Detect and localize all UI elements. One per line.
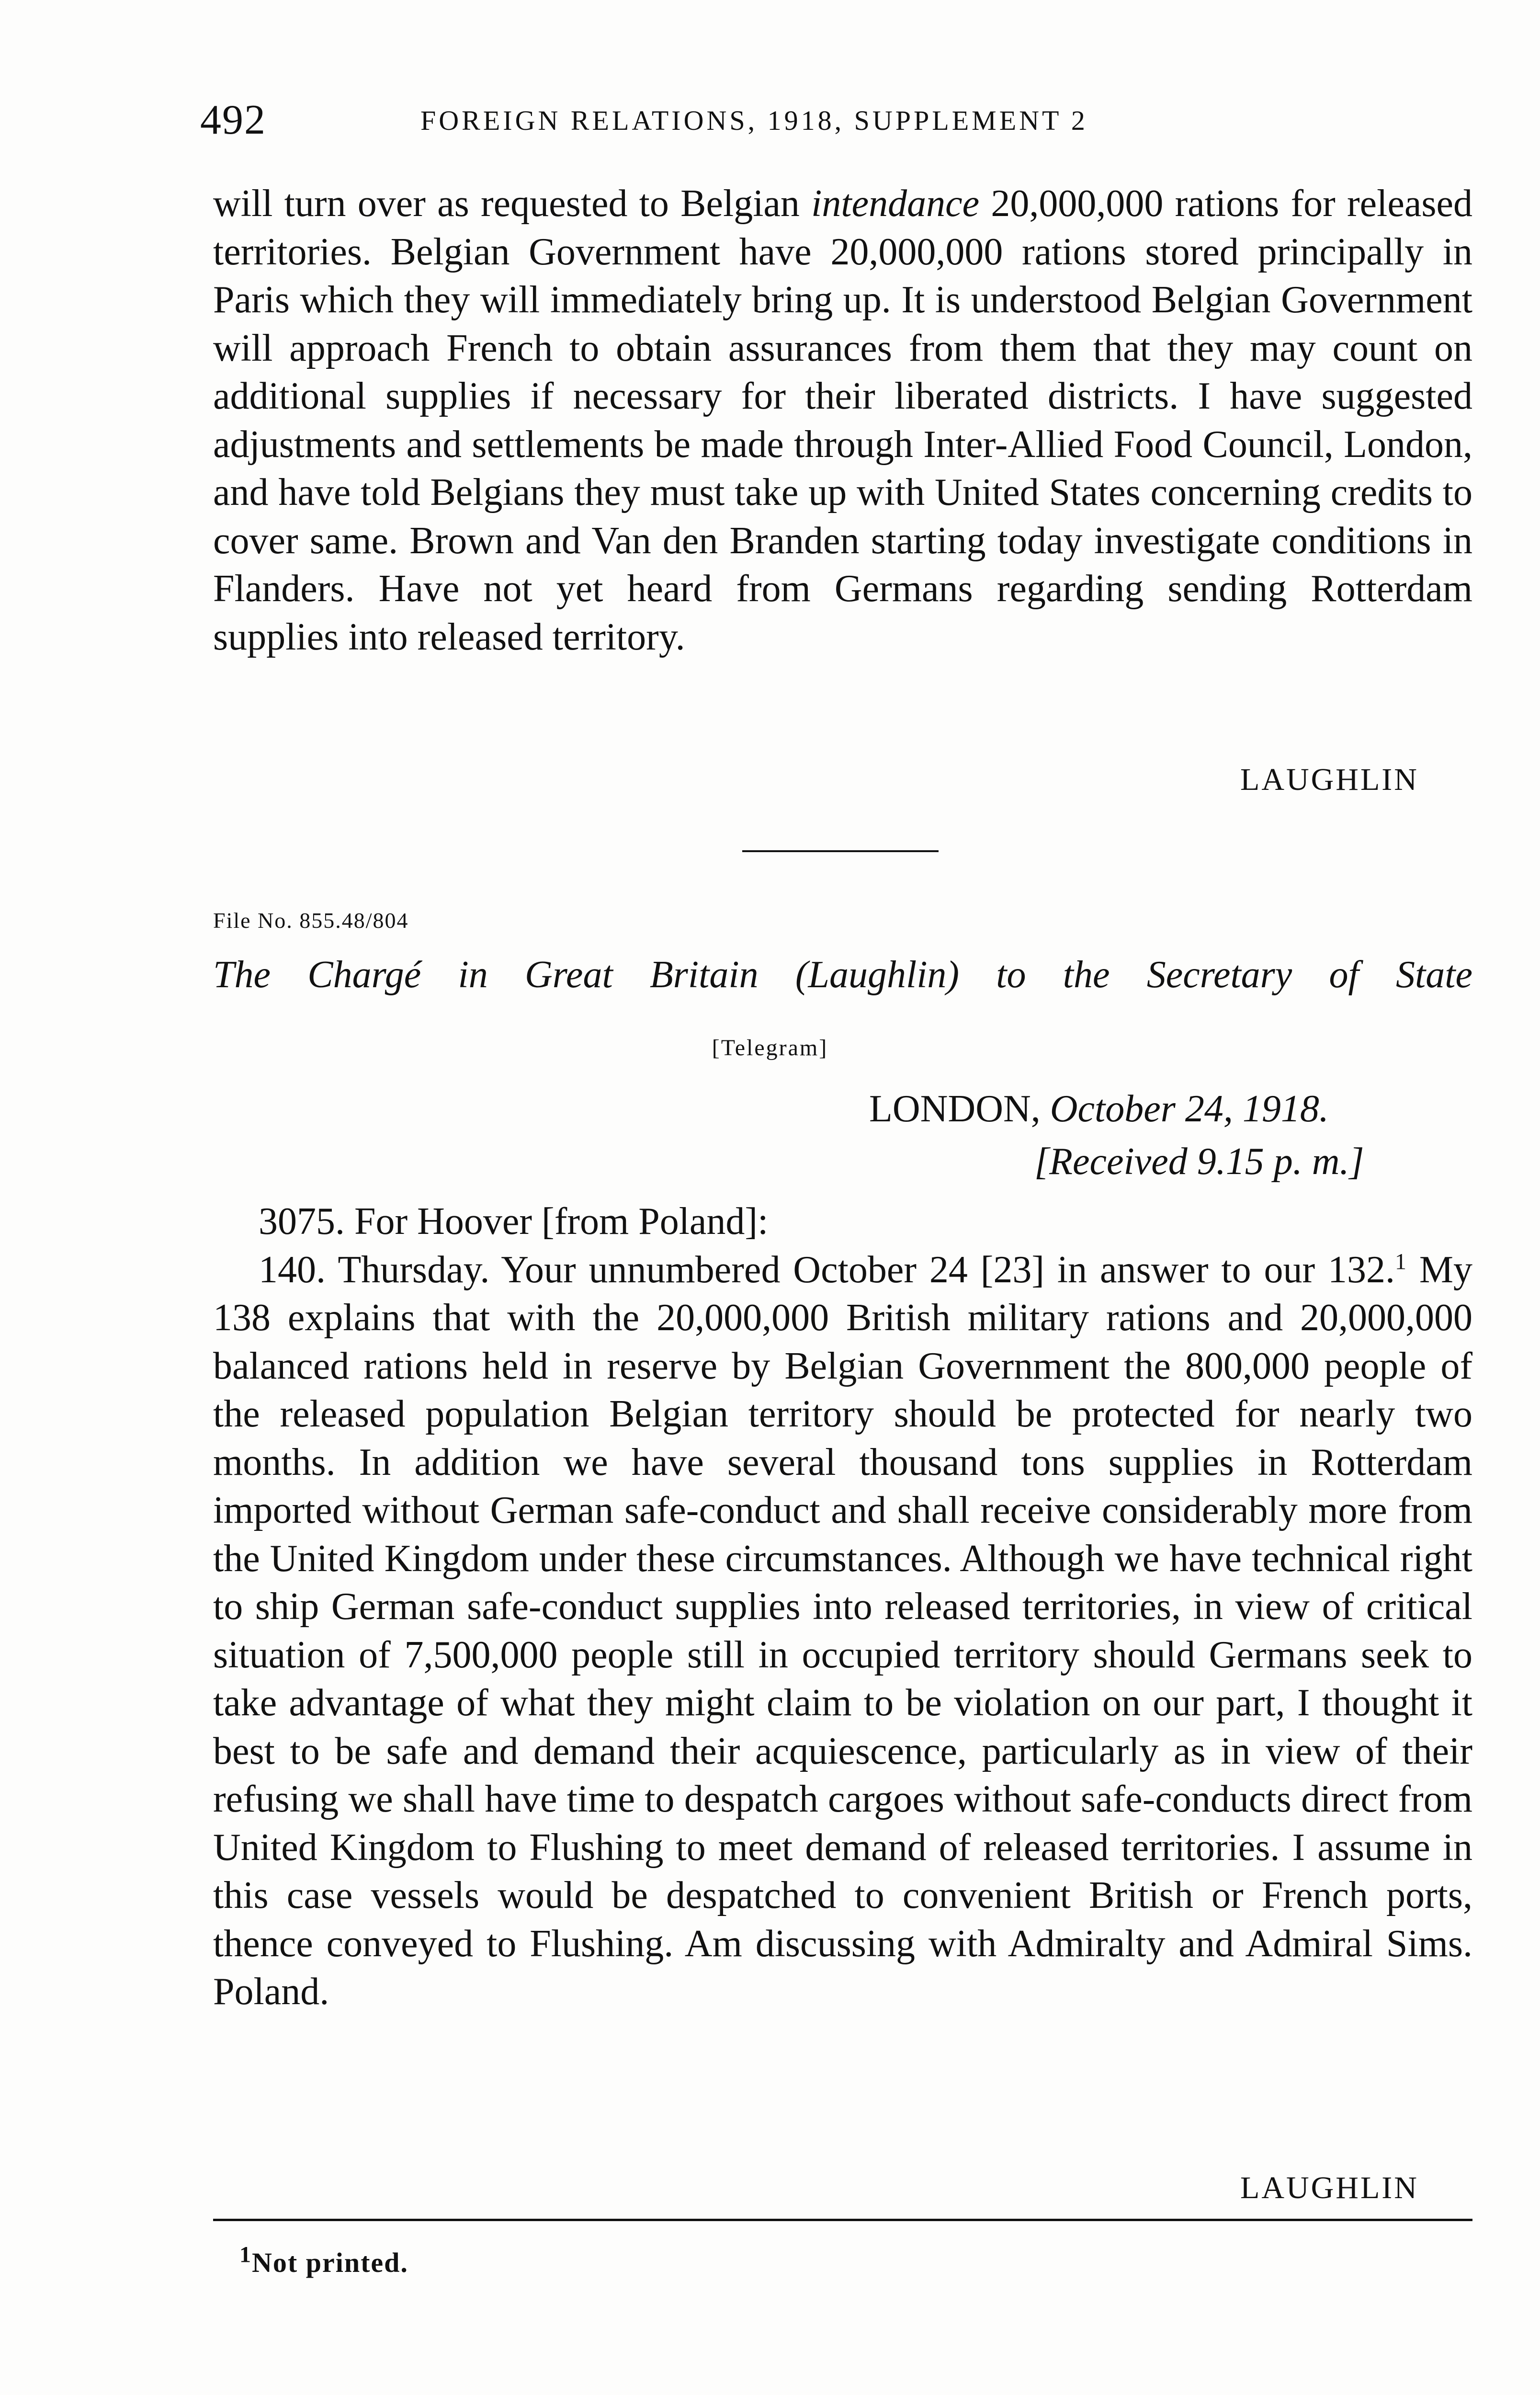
telegram-text-rest: My 138 explains that with the 20,000,000 British military rations and 20,000,000 balanced rations held in reserve by Belgian Government the 800,000 people of the released population Belgian territory should be protected for nearly two months. In addition we have several thousand tons supplies in Rotterdam imported without German safe-conduct and shall receive considerably more from the United Kingdom under these circumstances. Although we have technical right to ship German safe-conduct supplies into released territories, in view of critical situation of 7,500,000 people still in occupied territory should Germans seek to take advantage of what they might claim to be violation on our part, I thought it best to be safe and demand their acquiescence, particularly as in view of their refusing we shall have time to despatch cargoes without safe-conducts direct from United Kingdom to Flushing to meet demand of released territories. I assume in this case vessels would be despatched to convenient British or French ports, thence conveyed to Flushing. Am discussing with Admiralty and Admiral Sims. Poland. xyxy=(213,1248,1473,2013)
continuation-text-start: will turn over as requested to Belgian xyxy=(213,182,800,225)
page-number: 492 xyxy=(200,97,266,143)
continuation-paragraph xyxy=(213,180,1472,661)
addressee-line: 3075. For Hoover [from Poland]: xyxy=(259,1200,769,1243)
dateline-place: LONDON, xyxy=(869,1088,1041,1130)
telegram-text-start: 140. Thursday. Your unnumbered October 24 [23] in answer to our 132. xyxy=(259,1248,1395,1291)
file-number: File No. 855.48/804 xyxy=(213,908,409,933)
footnote-marker: 1 xyxy=(239,2242,252,2268)
dateline-date: October 24, 1918. xyxy=(1050,1088,1329,1130)
signature-second: LAUGHLIN xyxy=(1240,2170,1419,2205)
signature-first: LAUGHLIN xyxy=(1240,762,1419,797)
running-title: FOREIGN RELATIONS, 1918, SUPPLEMENT 2 xyxy=(420,105,1088,136)
dateline xyxy=(869,1087,1329,1131)
footnote-rule xyxy=(213,2219,1472,2221)
page-header xyxy=(200,96,1474,153)
continuation-section xyxy=(213,180,1472,661)
footnote xyxy=(239,2242,408,2279)
italic-term: intendance xyxy=(811,182,980,225)
footnote-text: Not printed. xyxy=(252,2247,408,2278)
telegram-body xyxy=(213,1198,1472,2016)
section-divider xyxy=(742,850,939,852)
received-note: [Received 9.15 p. m.] xyxy=(1034,1140,1364,1183)
footnote-ref: 1 xyxy=(1395,1248,1406,1274)
continuation-text-end: 20,000,000 rations for released territories. Belgian Government have 20,000,000 rations stored principally in Paris which they will immediately bring up. It is understood Belgian Government will approach French to obtain assurances from them that they may count on additional supplies if necessary for their liberated districts. I have suggested adjustments and settlements be made through Inter-Allied Food Council, London, and have told Belgians they must take up with United States concerning credits to cover same. Brown and Van den Branden starting today investigate conditions in Flanders. Have not yet heard from Germans regarding sending Rotterdam supplies into released territory. xyxy=(213,182,1473,658)
document-title: The Chargé in Great Britain (Laughlin) to the Secretary of State xyxy=(213,954,1472,996)
telegram-paragraph xyxy=(213,1246,1472,2016)
telegram-label: [Telegram] xyxy=(712,1035,828,1061)
